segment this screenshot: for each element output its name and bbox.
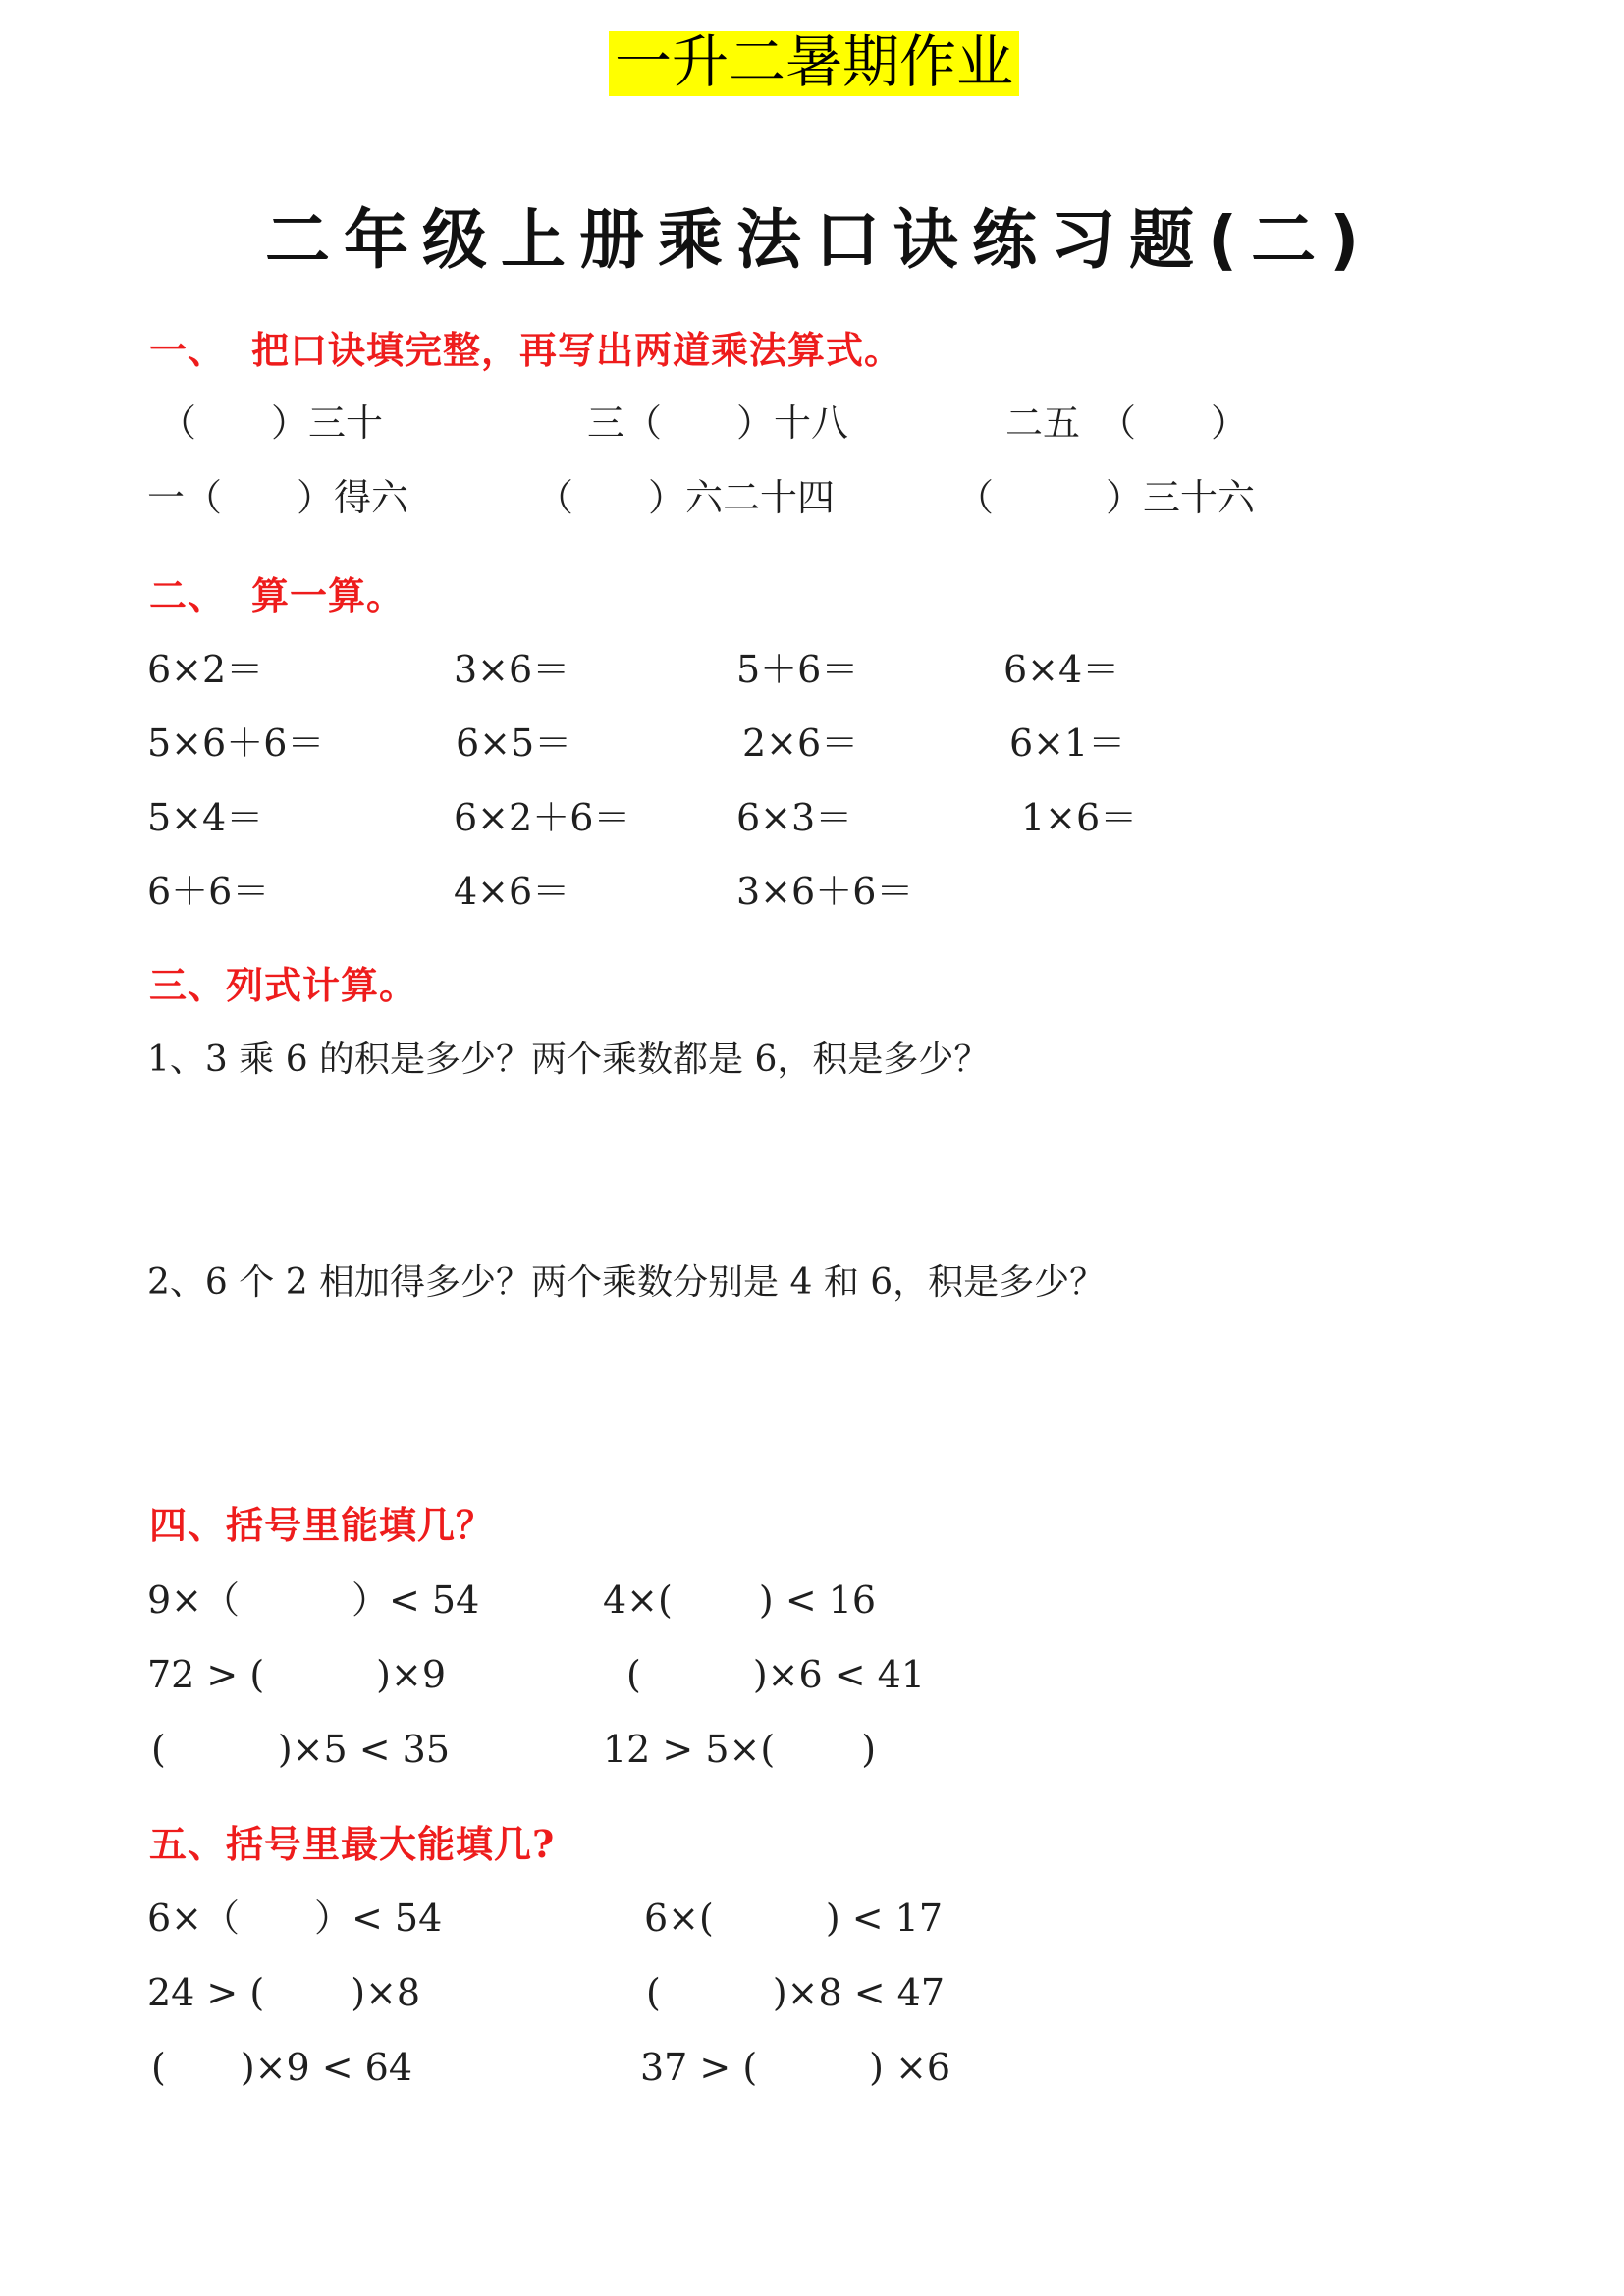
section1-item: 三（ ）十八 xyxy=(587,401,849,445)
max-fill-item: ( )×8 < 47 xyxy=(646,1971,946,2014)
calc-item: 1×6＝ xyxy=(1021,796,1138,839)
page-title: 二年级上册乘法口诀练习题(二) xyxy=(265,202,1374,278)
section3-heading: 三、列式计算。 xyxy=(149,963,418,1007)
calc-item: 6×1＝ xyxy=(1009,721,1126,765)
calc-item: 4×6＝ xyxy=(454,870,570,913)
section1-item: （ ）六二十四 xyxy=(536,476,836,519)
section1-item: 二五 （ ） xyxy=(1005,401,1249,445)
section1-item: 一（ ）得六 xyxy=(147,476,409,519)
max-fill-item: ( )×9 < 64 xyxy=(151,2046,413,2089)
section2-heading: 算一算。 xyxy=(251,573,406,617)
fill-blank-item: 72 > ( )×9 xyxy=(147,1653,447,1696)
fill-blank-item: 12 > 5×( ) xyxy=(603,1728,877,1771)
calc-item: 6×2＝ xyxy=(147,648,264,691)
calc-item: 6×2＋6＝ xyxy=(454,796,631,839)
fill-blank-item: ( )×5 < 35 xyxy=(151,1728,451,1771)
calc-item: 6×4＝ xyxy=(1003,648,1120,691)
calc-item: 6×3＝ xyxy=(736,796,853,839)
section1-item: （ ）三十六 xyxy=(956,476,1256,519)
calc-item: 2×6＝ xyxy=(742,721,859,765)
word-problem-2: 2、6 个 2 相加得多少？两个乘数分别是 4 和 6，积是多少？ xyxy=(147,1262,1106,1303)
word-problem-1: 1、3 乘 6 的积是多少？两个乘数都是 6，积是多少？ xyxy=(147,1040,990,1080)
calc-item: 3×6＝ xyxy=(454,648,570,691)
max-fill-item: 24 > ( )×8 xyxy=(147,1971,421,2014)
section2-heading-number: 二、 xyxy=(149,573,227,617)
max-fill-item: 6×（ ）< 54 xyxy=(147,1896,443,1940)
homework-banner: 一升二暑期作业 xyxy=(609,31,1019,96)
fill-blank-item: ( )×6 < 41 xyxy=(626,1653,926,1696)
section1-heading-number: 一、 xyxy=(149,328,227,372)
fill-blank-item: 9×（ ）< 54 xyxy=(147,1578,480,1622)
calc-item: 3×6＋6＝ xyxy=(736,870,914,913)
calc-item: 5×6＋6＝ xyxy=(147,721,325,765)
section4-heading: 四、括号里能填几？ xyxy=(149,1503,495,1547)
section1-heading: 把口诀填完整，再写出两道乘法算式。 xyxy=(251,328,903,372)
section5-heading: 五、括号里最大能填几? xyxy=(149,1822,556,1866)
fill-blank-item: 4×( ) < 16 xyxy=(603,1578,877,1622)
calc-item: 5×4＝ xyxy=(147,796,264,839)
section1-item: （ ）三十 xyxy=(159,401,384,445)
max-fill-item: 6×( ) < 17 xyxy=(644,1896,944,1940)
calc-item: 6＋6＝ xyxy=(147,870,270,913)
max-fill-item: 37 > ( ) ×6 xyxy=(640,2046,951,2089)
calc-item: 6×5＝ xyxy=(456,721,572,765)
calc-item: 5＋6＝ xyxy=(736,648,859,691)
